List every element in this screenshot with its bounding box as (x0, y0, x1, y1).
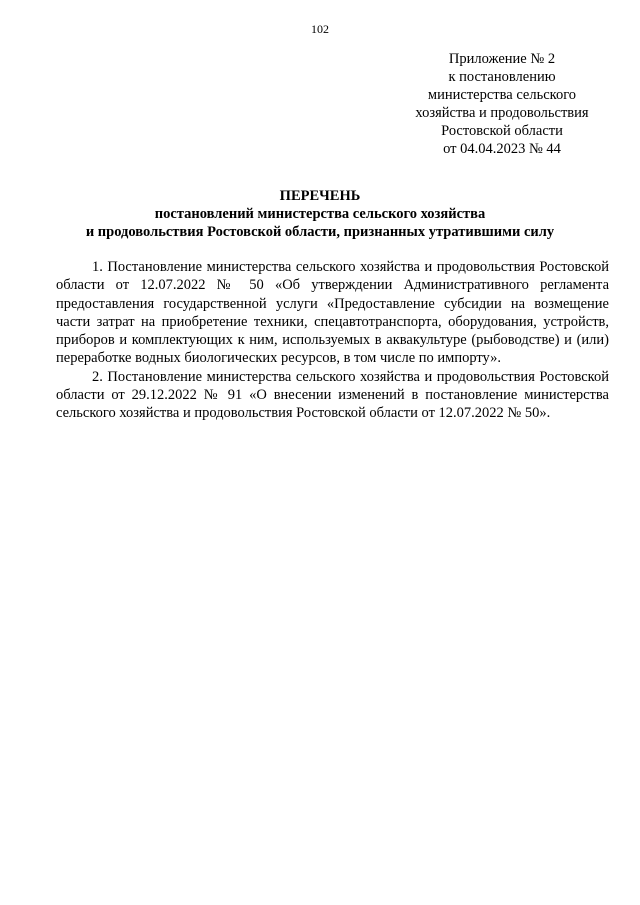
appendix-line: от 04.04.2023 № 44 (443, 141, 561, 157)
title-subheading-line: постановлений министерства сельского хозяйства (154, 206, 486, 222)
title-heading: ПЕРЕЧЕНЬ (279, 188, 361, 204)
appendix-line: Ростовской области (441, 123, 563, 139)
document-body (56, 258, 609, 423)
appendix-block (388, 50, 616, 158)
appendix-line: Приложение № 2 (448, 51, 556, 67)
appendix-line: министерства сельского (427, 87, 577, 103)
appendix-line: к постановлению (448, 69, 556, 85)
page-number: 102 (311, 22, 329, 36)
document-title (56, 187, 584, 241)
appendix-line: хозяйства и продовольствия (415, 105, 589, 121)
list-item: 1. Постановление министерства сельского хозяйства и продовольствия Ростовской области от 12.07.2022 № 50 «Об утверждении Административного регламента предоставления государственной услуги «Предоставление субсидии на возмещение части затрат на приобретение техники, спецавтотранспорта, оборудования, устройств, приборов и комплектующих к ним, используемых в аквакультуре (рыбоводстве) и (или) переработке водных биологических ресурсов, в том числе по импорту». (56, 259, 609, 367)
list-item: 2. Постановление министерства сельского хозяйства и продовольствия Ростовской области от 29.12.2022 № 91 «О внесении изменений в постановление министерства сельского хозяйства и продовольствия Ростовской области от 12.07.2022 № 50». (56, 368, 609, 422)
title-subheading-line: и продовольствия Ростовской области, признанных утратившими силу (85, 224, 555, 240)
